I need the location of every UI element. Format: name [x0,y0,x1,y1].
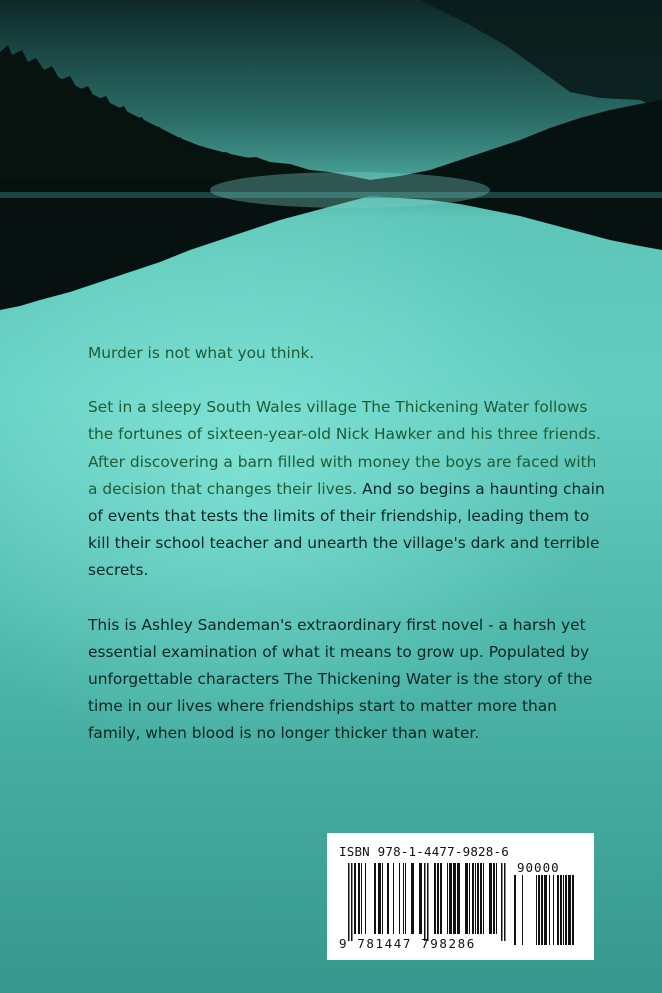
barcode-bar [457,863,460,934]
barcode-bar [514,875,516,945]
barcode-bar [522,875,523,945]
barcode-bar [365,863,366,934]
barcode-bar [557,875,559,945]
barcode-bar [453,863,456,934]
barcode-bar [477,863,479,934]
price-code: 90000 [517,860,560,875]
barcode-bar [405,863,406,934]
synopsis-dark-text: And so begins a haunting chain of events that tests the limits of their friendship, leading them to kill their school teacher and unearth the village's dark and terrible secrets. [88,479,605,580]
barcode-guard-bar [351,863,353,941]
barcode-guard-bar [424,863,426,941]
barcode-bar [493,863,495,934]
barcode-bar [465,863,468,934]
blurb-text-block [88,340,608,748]
barcode-bar [480,863,482,934]
barcode-bar [419,863,422,934]
barcode-bar [382,863,383,934]
barcode-guard-bar [427,863,429,941]
barcode-bar [449,863,452,934]
barcode-bar [378,863,381,934]
tagline: Murder is not what you think. [88,344,315,362]
barcode-bar [475,863,476,934]
barcode-bar [560,875,562,945]
review-paragraph: This is Ashley Sandeman's extraordinary first novel - a harsh yet essential examination of what it means to grow up. Populated by unforgettable characters The Thickening Water is the story of the time in our lives where friendships start to matter more than family, when blood is no longer thicker than water. [88,615,593,743]
ean-digits: 9 781447 798286 [339,936,476,951]
synopsis-paragraph [88,394,608,584]
barcode-guard-bar [501,863,503,941]
barcode-bar [565,875,567,945]
barcode-bar [568,875,571,945]
barcode-guard-bar [504,863,506,941]
barcode-bar [434,863,436,934]
lake-forest-reflection-image [0,0,662,330]
barcode-bar [361,863,362,934]
barcode-bar [496,863,497,934]
barcode-bar [563,875,564,945]
barcode-bar [440,863,442,934]
barcode-bar [489,863,492,934]
barcode-bar [387,863,389,934]
barcode-bar [538,875,540,945]
barcode-bar [437,863,439,934]
barcode-bar [393,863,394,934]
isbn-barcode [327,833,594,960]
barcode-bar [553,875,554,945]
barcode-bar [403,863,404,934]
barcode-guard-bar [348,863,350,941]
barcode-bar [541,875,543,945]
barcode-bar [472,863,474,934]
barcode-bar [549,875,550,945]
synopsis-green-text: Set in a sleepy South Wales village The Thickening Water follows the fortunes of sixteen-year-old Nick Hawker and his three friends. After discovering a barn filled with money the boys are faced with a decision that changes their lives. [88,398,601,498]
barcode-bar [411,863,414,934]
isbn-text: ISBN 978-1-4477-9828-6 [339,844,509,859]
barcode-bar [469,863,470,934]
barcode-bar [483,863,484,934]
barcode-bar [447,863,448,934]
barcode-bar [544,875,547,945]
barcode-bar [358,863,360,934]
barcode-bar [572,875,574,945]
barcode-bar [536,875,537,945]
barcode-bar [354,863,356,934]
barcode-bar [374,863,376,934]
barcode-bar [399,863,400,934]
